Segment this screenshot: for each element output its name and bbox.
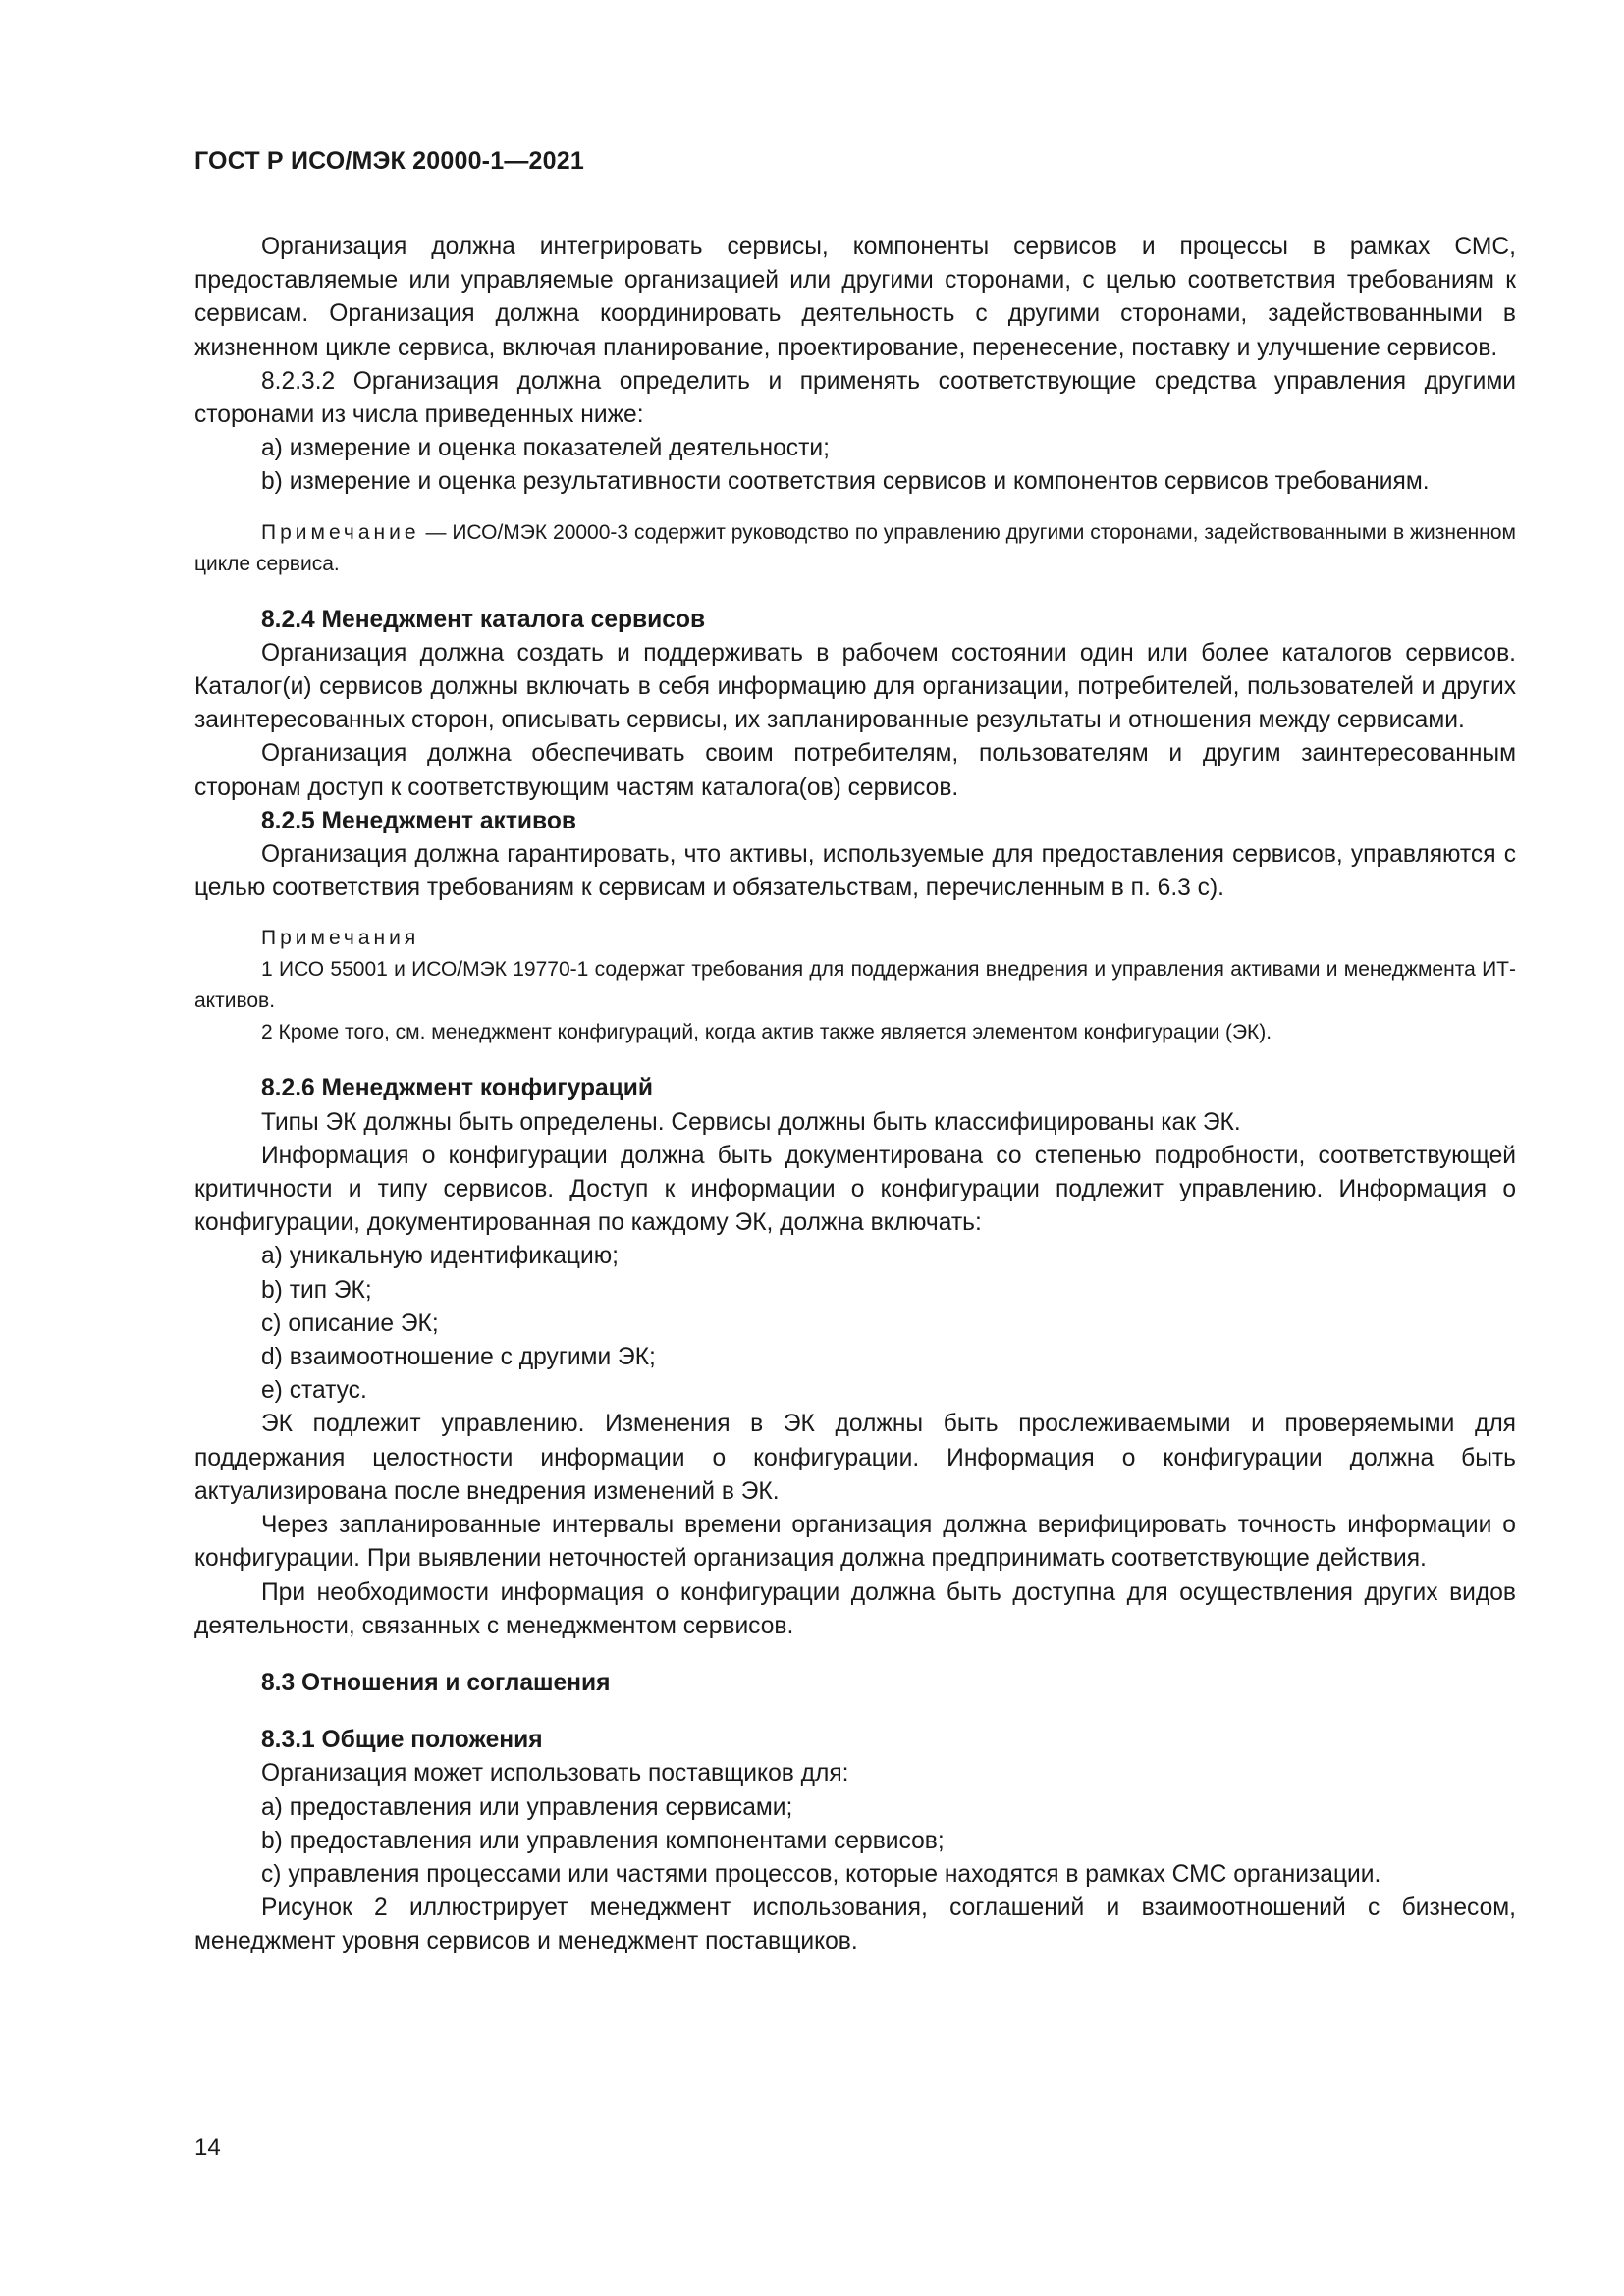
document-header: ГОСТ Р ИСО/МЭК 20000-1—2021 (194, 147, 584, 175)
page-number: 14 (194, 2134, 221, 2161)
note-label: Примечание (261, 520, 420, 544)
list-item: d) взаимоотношение с другими ЭК; (261, 1344, 656, 1371)
paragraph: Типы ЭК должны быть определены. Сервисы должны быть классифицированы как ЭК. (261, 1108, 1241, 1136)
note-text: — ИСО/МЭК 20000-3 содержит руководство по управлению другими сторонами, задействованными в жизненном цикле сервиса. (194, 520, 1516, 575)
list-item: a) измерение и оценка показателей деятельности; (261, 435, 830, 462)
paragraph: Информация о конфигурации должна быть документирована со степенью подробности, соответствующей критичности и типу сервисов. Доступ к информации о конфигурации подлежит управлению. Информация о конфигурации, документированная по каждому ЭК, должна включать: (194, 1142, 1516, 1237)
list-item: b) тип ЭК; (261, 1276, 372, 1304)
paragraph: Организация может использовать поставщиков для: (261, 1760, 849, 1788)
list-item: a) предоставления или управления сервисами; (261, 1793, 793, 1821)
paragraph: При необходимости информация о конфигурации должна быть доступна для осуществления других видов деятельности, связанных с менеджментом сервисов. (194, 1578, 1516, 1639)
list-item: b) измерение и оценка результативности соответствия сервисов и компонентов сервисов требованиям. (261, 468, 1430, 496)
section-heading: 8.2.6 Менеджмент конфигураций (261, 1075, 654, 1102)
list-item: e) статус. (261, 1377, 367, 1405)
section-heading: 8.2.4 Менеджмент каталога сервисов (261, 606, 706, 633)
paragraph: Организация должна обеспечивать своим потребителям, пользователям и другим заинтересованным сторонам доступ к соответствующим частям каталога(ов) сервисов. (194, 740, 1516, 801)
paragraph: ЭК подлежит управлению. Изменения в ЭК должны быть прослеживаемыми и проверяемыми для поддержания целостности информации о конфигурации. Информация о конфигурации должна быть актуализирована после внедрения изменений в ЭК. (194, 1411, 1516, 1505)
note (194, 517, 1516, 580)
list-item: b) предоставления или управления компонентами сервисов; (261, 1827, 945, 1854)
paragraph: Рисунок 2 иллюстрирует менеджмент использования, соглашений и взаимоотношений с бизнесом, менеджмент уровня сервисов и менеджмент поставщиков. (194, 1895, 1516, 1955)
list-item: c) описание ЭК; (261, 1309, 439, 1337)
notes-title: Примечания (261, 927, 420, 950)
document-page (194, 147, 1516, 1959)
paragraph: Организация должна интегрировать сервисы, компоненты сервисов и процессы в рамках СМС, предоставляемые или управляемые организацией или другими сторонами, с целью соответствия требованиям к сервисам. Организация должна координировать деятельность с другими сторонами, задействованными в жизненном цикле сервиса, включая планирование, проектирование, перенесение, поставку и улучшение сервисов. (194, 234, 1516, 361)
note-item: 2 Кроме того, см. менеджмент конфигураций, когда актив также является элементом конфигурации (ЭК). (261, 1021, 1272, 1044)
note-item: 1 ИСО 55001 и ИСО/МЭК 19770-1 содержат требования для поддержания внедрения и управления активами и менеджмента ИТ-активов. (194, 958, 1516, 1013)
list-item: a) уникальную идентификацию; (261, 1243, 620, 1270)
section-heading: 8.2.5 Менеджмент активов (261, 807, 576, 834)
paragraph: Организация должна создать и поддерживать в рабочем состоянии один или более каталогов сервисов. Каталог(и) сервисов должны включать в себя информацию для организации, потребителей, пользователей и других заинтересованных сторон, описывать сервисы, их запланированные результаты и отношения между сервисами. (194, 639, 1516, 734)
paragraph: Организация должна гарантировать, что активы, используемые для предоставления сервисов, управляются с целью соответствия требованиям к сервисам и обязательствам, перечисленным в п. 6.3 c). (194, 841, 1516, 902)
section-heading: 8.3 Отношения и соглашения (261, 1669, 611, 1696)
paragraph: 8.2.3.2 Организация должна определить и применять соответствующие средства управления другими сторонами из числа приведенных ниже: (194, 367, 1516, 429)
subsection-heading: 8.3.1 Общие положения (261, 1727, 543, 1754)
list-item: c) управления процессами или частями процессов, которые находятся в рамках СМС организации. (261, 1860, 1381, 1888)
paragraph: Через запланированные интервалы времени организация должна верифицировать точность информации о конфигурации. При выявлении неточностей организация должна предпринимать соответствующие действия. (194, 1512, 1516, 1573)
